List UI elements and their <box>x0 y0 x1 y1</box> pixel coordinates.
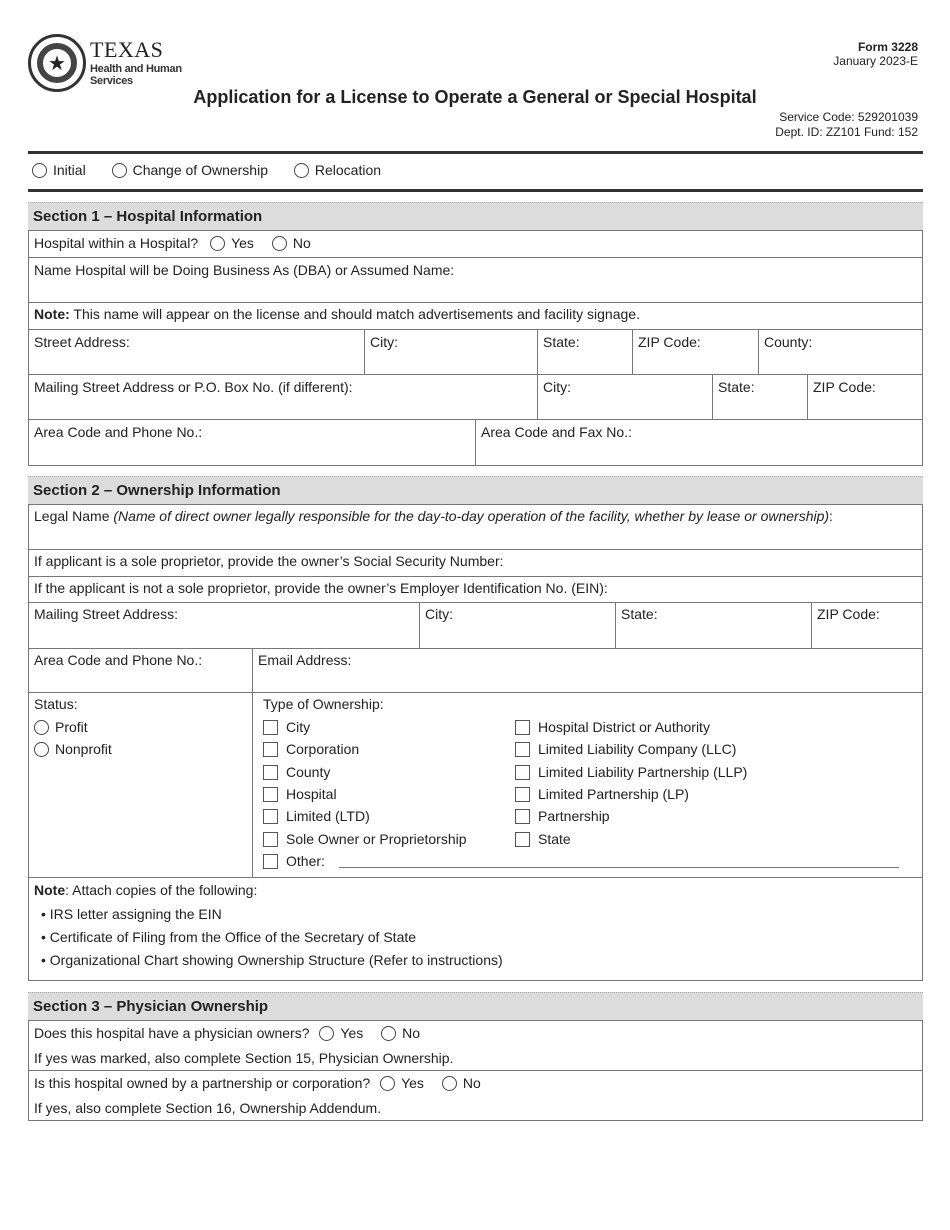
ownership-type-group: Type of Ownership: City Corporation County Hospital Limited (LTD) Sole Owner or Proprietorship Other: Hospital District or Authority Limited Liability Company (LLC) Limited Liability Partnership (LLP) Limited Partnership (LP) Partnership State <box>252 693 922 877</box>
app-type-initial[interactable]: Initial <box>32 162 86 178</box>
app-type-change-of-ownership[interactable]: Change of Ownership <box>112 162 268 178</box>
divider <box>28 151 923 154</box>
checkbox-icon[interactable] <box>515 809 530 824</box>
phone-row <box>29 420 922 466</box>
service-code-block <box>775 110 918 140</box>
radio-icon[interactable] <box>112 163 127 178</box>
ownership-hospital[interactable]: Hospital <box>263 785 337 803</box>
hwh-yes-option[interactable]: Yes <box>210 235 254 251</box>
checkbox-icon[interactable] <box>263 720 278 735</box>
form-date: January 2023-E <box>833 54 918 68</box>
section-1-header: Section 1 – Hospital Information <box>28 202 923 230</box>
radio-icon[interactable] <box>381 1026 396 1041</box>
ownership-lp[interactable]: Limited Partnership (LP) <box>515 785 689 803</box>
owner-zip-field[interactable]: ZIP Code: <box>811 603 922 648</box>
checkbox-icon[interactable] <box>263 832 278 847</box>
application-type-group <box>32 162 403 178</box>
zip-field[interactable]: ZIP Code: <box>632 330 758 374</box>
q2-note: If yes, also complete Section 16, Ownership Addendum. <box>34 1100 382 1116</box>
attachment-item: • Certificate of Filing from the Office of the Secretary of State <box>41 929 417 945</box>
ownership-city[interactable]: City <box>263 718 310 736</box>
divider <box>28 189 923 192</box>
owner-email-field[interactable]: Email Address: <box>252 649 922 692</box>
radio-icon[interactable] <box>34 720 49 735</box>
ein-field[interactable]: If the applicant is not a sole proprietor, provide the owner’s Employer Identification No. (EIN): <box>29 577 922 603</box>
ownership-corporation[interactable]: Corporation <box>263 740 359 758</box>
city-field[interactable]: City: <box>364 330 537 374</box>
ownership-llc[interactable]: Limited Liability Company (LLC) <box>515 740 736 758</box>
attachment-item: • IRS letter assigning the EIN <box>41 906 222 922</box>
radio-icon[interactable] <box>294 163 309 178</box>
checkbox-icon[interactable] <box>515 720 530 735</box>
owner-address-row <box>29 603 922 649</box>
checkbox-icon[interactable] <box>263 742 278 757</box>
status-group: Status: Profit Nonprofit <box>34 696 112 757</box>
street-address-field[interactable]: Street Address: <box>34 334 130 350</box>
radio-icon[interactable] <box>34 742 49 757</box>
radio-icon[interactable] <box>272 236 287 251</box>
mail-city-field[interactable]: City: <box>537 375 712 419</box>
app-type-relocation[interactable]: Relocation <box>294 162 381 178</box>
attachments-note: Note: Attach copies of the following: • IRS letter assigning the EIN • Certificate of Filing from the Office of the Secretary of State • Organizational Chart showing Ownership Structure (Refer to instructions) <box>34 882 503 968</box>
texas-seal-icon: ★ <box>28 34 86 92</box>
attachment-item: • Organizational Chart showing Ownership Structure (Refer to instructions) <box>41 952 503 968</box>
hwh-row: Hospital within a Hospital? Yes No <box>29 231 922 258</box>
address-row <box>29 330 922 375</box>
dba-note: Note: This name will appear on the license and should match advertisements and facility signage. <box>29 303 922 330</box>
checkbox-icon[interactable] <box>263 765 278 780</box>
other-text-field[interactable] <box>339 867 899 868</box>
logo-texas-text: TEXAS <box>90 37 164 62</box>
form-number: Form 3228 <box>857 40 918 54</box>
ownership-sole-owner[interactable]: Sole Owner or Proprietorship <box>263 830 467 848</box>
phone-field[interactable]: Area Code and Phone No.: <box>34 424 203 440</box>
q2-yes-option[interactable]: Yes <box>380 1075 424 1091</box>
radio-icon[interactable] <box>380 1076 395 1091</box>
section-3-header: Section 3 – Physician Ownership <box>28 992 923 1020</box>
county-field[interactable]: County: <box>758 330 922 374</box>
radio-icon[interactable] <box>32 163 47 178</box>
ownership-other[interactable]: Other: <box>263 852 325 870</box>
checkbox-icon[interactable] <box>515 787 530 802</box>
ownership-hospital-district[interactable]: Hospital District or Authority <box>515 718 710 736</box>
dba-field[interactable]: Name Hospital will be Doing Business As (DBA) or Assumed Name: <box>29 258 922 303</box>
section-2-header: Section 2 – Ownership Information <box>28 476 923 504</box>
q1-no-option[interactable]: No <box>381 1025 420 1041</box>
status-profit[interactable]: Profit <box>34 718 88 736</box>
q1-yes-option[interactable]: Yes <box>319 1025 363 1041</box>
service-code: Service Code: 529201039 <box>779 110 918 124</box>
owner-state-field[interactable]: State: <box>615 603 811 648</box>
ownership-state[interactable]: State <box>515 830 571 848</box>
status-nonprofit[interactable]: Nonprofit <box>34 740 112 758</box>
ownership-llp[interactable]: Limited Liability Partnership (LLP) <box>515 763 747 781</box>
ownership-partnership[interactable]: Partnership <box>515 807 610 825</box>
section-2-table <box>28 504 923 981</box>
mail-zip-field[interactable]: ZIP Code: <box>807 375 922 419</box>
agency-logo <box>28 34 188 94</box>
section-3-table <box>28 1020 923 1121</box>
form-id-block <box>833 40 918 68</box>
fax-field[interactable]: Area Code and Fax No.: <box>475 420 922 466</box>
owner-mailing-address-field[interactable]: Mailing Street Address: <box>34 606 178 622</box>
checkbox-icon[interactable] <box>263 854 278 869</box>
partnership-row: Is this hospital owned by a partnership or corporation? Yes No If yes, also complete Section 16, Ownership Addendum. <box>29 1071 922 1121</box>
checkbox-icon[interactable] <box>515 742 530 757</box>
mail-state-field[interactable]: State: <box>712 375 807 419</box>
page-title: Application for a License to Operate a General or Special Hospital <box>193 87 757 107</box>
owner-phone-field[interactable]: Area Code and Phone No.: <box>34 652 203 668</box>
section-1-table <box>28 230 923 466</box>
radio-icon[interactable] <box>210 236 225 251</box>
ownership-county[interactable]: County <box>263 763 330 781</box>
ownership-limited[interactable]: Limited (LTD) <box>263 807 370 825</box>
mailing-address-field[interactable]: Mailing Street Address or P.O. Box No. (if different): <box>34 379 353 395</box>
owner-contact-row <box>29 649 922 693</box>
state-field[interactable]: State: <box>537 330 632 374</box>
ssn-field[interactable]: If applicant is a sole proprietor, provide the owner’s Social Security Number: <box>29 550 922 577</box>
legal-name-field[interactable]: Legal Name (Name of direct owner legally responsible for the day-to-day operation of the facility, whether by lease or ownership): <box>29 505 922 550</box>
owner-city-field[interactable]: City: <box>419 603 615 648</box>
logo-agency-name: Health and Human Services <box>90 63 182 87</box>
checkbox-icon[interactable] <box>263 809 278 824</box>
checkbox-icon[interactable] <box>515 832 530 847</box>
dept-fund: Dept. ID: ZZ101 Fund: 152 <box>775 125 918 139</box>
physician-owner-row: Does this hospital have a physician owners? Yes No If yes was marked, also complete Section 15, Physician Ownership. <box>29 1021 922 1071</box>
q2-no-option[interactable]: No <box>442 1075 481 1091</box>
radio-icon[interactable] <box>319 1026 334 1041</box>
hwh-no-option[interactable]: No <box>272 235 311 251</box>
q1-note: If yes was marked, also complete Section 15, Physician Ownership. <box>34 1050 454 1066</box>
mailing-row <box>29 375 922 420</box>
radio-icon[interactable] <box>442 1076 457 1091</box>
checkbox-icon[interactable] <box>263 787 278 802</box>
status-ownership-row <box>29 693 922 878</box>
checkbox-icon[interactable] <box>515 765 530 780</box>
